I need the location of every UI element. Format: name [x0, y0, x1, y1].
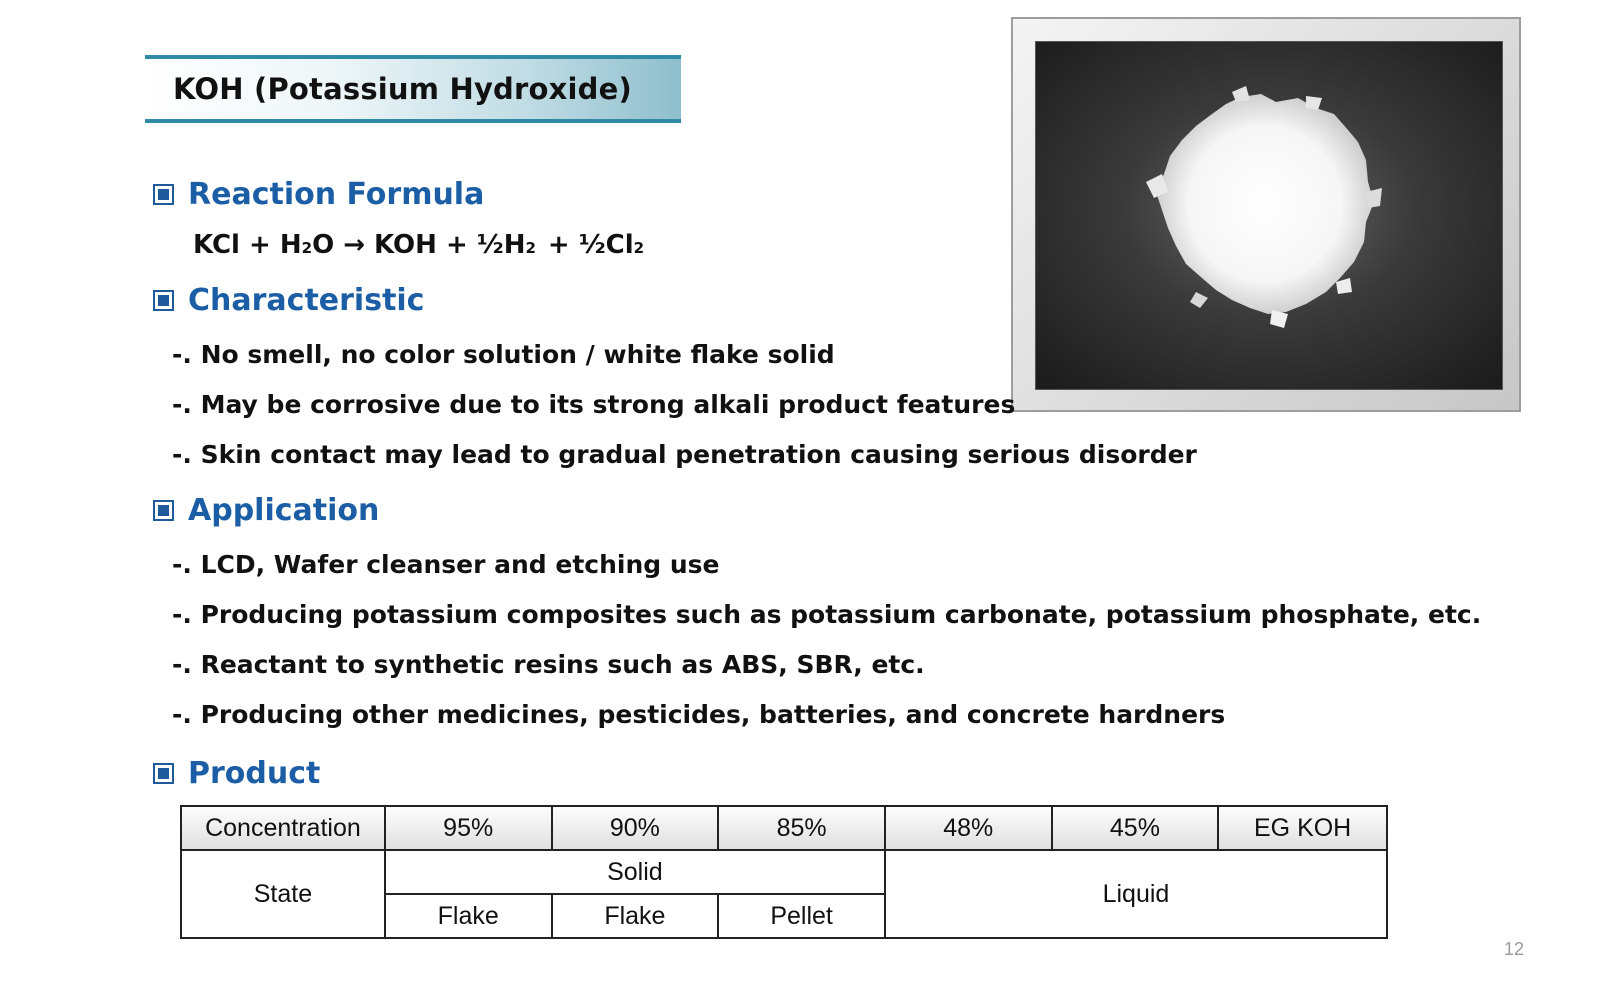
liquid-cell: Liquid	[885, 850, 1387, 938]
table-header-row	[181, 806, 1387, 850]
section-heading: Characteristic	[188, 283, 425, 318]
header-cell: 85%	[718, 806, 885, 850]
section-heading: Application	[188, 493, 380, 528]
header-cell: 45%	[1052, 806, 1219, 850]
form-cell: Flake	[385, 894, 552, 938]
application-item: -. Producing potassium composites such as potassium carbonate, potassium phosphate, etc.	[172, 600, 1482, 629]
solid-cell: Solid	[385, 850, 885, 894]
header-cell: 95%	[385, 806, 552, 850]
title-banner	[145, 55, 681, 123]
product-table	[180, 805, 1388, 939]
square-bullet-icon	[153, 184, 174, 205]
section-product	[153, 756, 320, 791]
state-label-cell: State	[181, 850, 385, 938]
square-bullet-icon	[153, 763, 174, 784]
header-cell: EG KOH	[1218, 806, 1387, 850]
formula-subscript: 2	[633, 239, 645, 257]
table-row	[181, 850, 1387, 894]
square-bullet-icon	[153, 290, 174, 311]
section-heading: Product	[188, 756, 321, 791]
formula-subscript: 2	[301, 239, 313, 257]
characteristic-item: -. May be corrosive due to its strong alkali product features	[172, 390, 1016, 419]
reaction-formula	[193, 230, 644, 260]
section-heading: Reaction Formula	[188, 177, 485, 212]
section-reaction-formula	[153, 177, 484, 212]
characteristic-item: -. No smell, no color solution / white flake solid	[172, 340, 835, 369]
section-characteristic	[153, 283, 424, 318]
characteristic-item: -. Skin contact may lead to gradual penetration causing serious disorder	[172, 440, 1197, 469]
formula-part: O → KOH + ½H	[312, 230, 526, 260]
header-cell: 90%	[552, 806, 719, 850]
page-number: 12	[1504, 939, 1525, 959]
application-item: -. Reactant to synthetic resins such as ABS, SBR, etc.	[172, 650, 925, 679]
application-item: -. LCD, Wafer cleanser and etching use	[172, 550, 720, 579]
formula-subscript: 2	[525, 239, 536, 257]
formula-part: KCl + H	[193, 230, 302, 260]
header-cell: 48%	[885, 806, 1052, 850]
header-cell: Concentration	[181, 806, 385, 850]
page-title: KOH (Potassium Hydroxide)	[173, 72, 632, 106]
formula-part: + ½Cl	[547, 230, 634, 260]
form-cell: Flake	[552, 894, 719, 938]
koh-flakes-photo	[1035, 41, 1503, 390]
product-photo-frame	[1011, 17, 1521, 412]
square-bullet-icon	[153, 500, 174, 521]
application-item: -. Producing other medicines, pesticides, batteries, and concrete hardners	[172, 700, 1226, 729]
form-cell: Pellet	[718, 894, 885, 938]
section-application	[153, 493, 379, 528]
